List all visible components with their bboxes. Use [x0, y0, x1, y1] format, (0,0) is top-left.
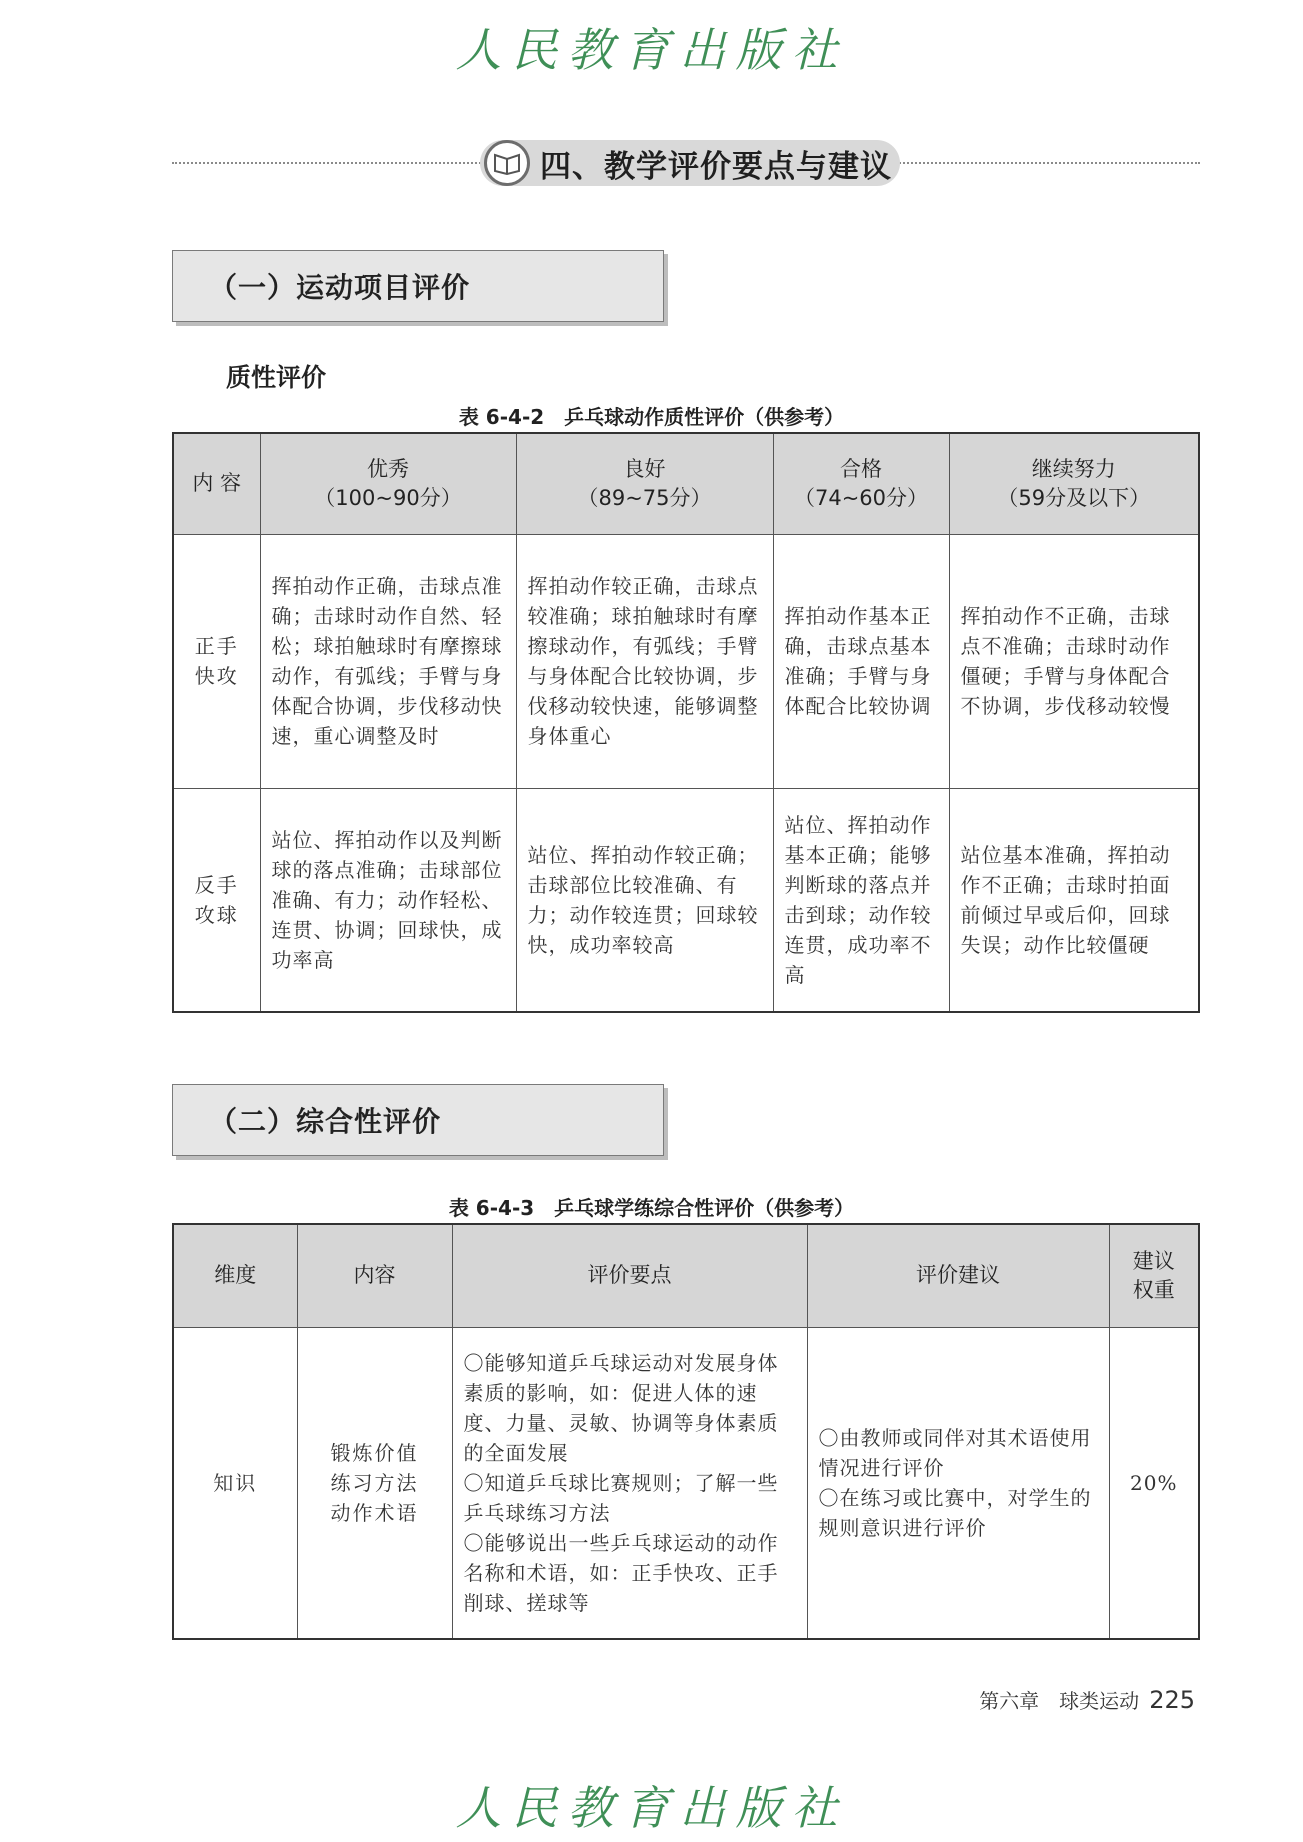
table1-cell-improve: 挥拍动作不正确，击球点不准确；击球时动作僵硬；手臂与身体配合不协调，步伐移动较慢: [949, 534, 1199, 788]
table1-header-good-range: （89~75分）: [577, 485, 712, 510]
table1-cell-good: 挥拍动作较正确，击球点较准确；球拍触球时有摩擦球动作，有弧线；手臂与身体配合比较协调，步伐移动较快速，能够调整身体重心: [516, 534, 773, 788]
book-icon: [484, 140, 530, 186]
table2-cell-weight: 20%: [1109, 1327, 1199, 1639]
table1-cell-pass: 挥拍动作基本正确，击球点基本准确；手臂与身体配合比较协调: [773, 534, 949, 788]
table1-row-label: 正手 快攻: [173, 534, 260, 788]
table2-header-suggestion: 评价建议: [807, 1224, 1109, 1327]
table2-cell-points: 〇能够知道乒乓球运动对发展身体素质的影响，如：促进人体的速度、力量、灵敏、协调等身体素质的全面发展 〇知道乒乓球比赛规则；了解一些乒乓球练习方法 〇能够说出一些乒乓球运动的动作名称和术语，如：正手快攻、正手削球、搓球等: [452, 1327, 807, 1639]
table2-cell-suggestion: 〇由教师或同伴对其术语使用情况进行评价 〇在练习或比赛中，对学生的规则意识进行评价: [807, 1327, 1109, 1639]
table2-header-points: 评价要点: [452, 1224, 807, 1327]
table2-caption: 表 6-4-3 乒乓球学练综合性评价（供参考）: [448, 1196, 855, 1220]
table1-header-improve-name: 继续努力: [1031, 456, 1116, 481]
page-footer: [979, 1685, 1195, 1714]
page-number: 225: [1149, 1686, 1195, 1714]
table-qualitative-evaluation: [172, 432, 1200, 1013]
table1-header-content: 内 容: [173, 433, 260, 534]
table1-header-row: [173, 433, 1199, 534]
table-row: [173, 788, 1199, 1012]
table2-header-row: [173, 1224, 1199, 1327]
table2-header-weight: 建议 权重: [1109, 1224, 1199, 1327]
table1-cell-pass: 站位、挥拍动作基本正确；能够判断球的落点并击到球；动作较连贯，成功率不高: [773, 788, 949, 1012]
table1-header-good-name: 良好: [623, 456, 666, 481]
table2-header-content: 内容: [297, 1224, 452, 1327]
table1-header-good: [516, 433, 773, 534]
table1-header-excellent: [260, 433, 516, 534]
table1-header-pass-range: （74~60分）: [793, 485, 929, 510]
table1-header-pass: [773, 433, 949, 534]
chapter-heading: [480, 140, 900, 186]
table-comprehensive-evaluation: [172, 1223, 1200, 1640]
table1-header-excellent-range: （100~90分）: [314, 485, 462, 510]
table-row: [173, 1327, 1199, 1639]
table1-header-improve: [949, 433, 1199, 534]
publisher-watermark-bottom: 人民教育出版社: [455, 1781, 848, 1835]
table1-cell-excellent: 站位、挥拍动作以及判断球的落点准确；击球部位准确、有力；动作轻松、连贯、协调；回球快，成功率高: [260, 788, 516, 1012]
table1-header-excellent-name: 优秀: [367, 456, 409, 481]
table1-header-improve-range: （59分及以下）: [997, 485, 1151, 510]
table-row: [173, 534, 1199, 788]
footer-chapter: 第六章 球类运动: [979, 1689, 1140, 1713]
table2-cell-content: 锻炼价值 练习方法 动作术语: [297, 1327, 452, 1639]
table1-row-label: 反手 攻球: [173, 788, 260, 1012]
table2-cell-dimension: 知识: [173, 1327, 297, 1639]
subheading-qualitative: 质性评价: [226, 363, 327, 392]
chapter-heading-title: 四、教学评价要点与建议: [540, 148, 892, 185]
table1-cell-improve: 站位基本准确，挥拍动作不正确；击球时拍面前倾过早或后仰，回球失误；动作比较僵硬: [949, 788, 1199, 1012]
table2-header-dimension: 维度: [173, 1224, 297, 1327]
section-heading-1: [172, 250, 664, 322]
publisher-watermark-top: 人民教育出版社: [455, 23, 848, 77]
table1-header-pass-name: 合格: [840, 456, 882, 481]
table1-cell-good: 站位、挥拍动作较正确；击球部位比较准确、有力；动作较连贯；回球较快，成功率较高: [516, 788, 773, 1012]
section-heading-1-text: （一）运动项目评价: [209, 271, 471, 304]
table1-caption: 表 6-4-2 乒乓球动作质性评价（供参考）: [458, 405, 845, 429]
table1-cell-excellent: 挥拍动作正确，击球点准确；击球时动作自然、轻松；球拍触球时有摩擦球动作，有弧线；手臂与身体配合协调，步伐移动快速，重心调整及时: [260, 534, 516, 788]
section-heading-2-text: （二）综合性评价: [209, 1105, 442, 1138]
section-heading-2: [172, 1084, 664, 1156]
